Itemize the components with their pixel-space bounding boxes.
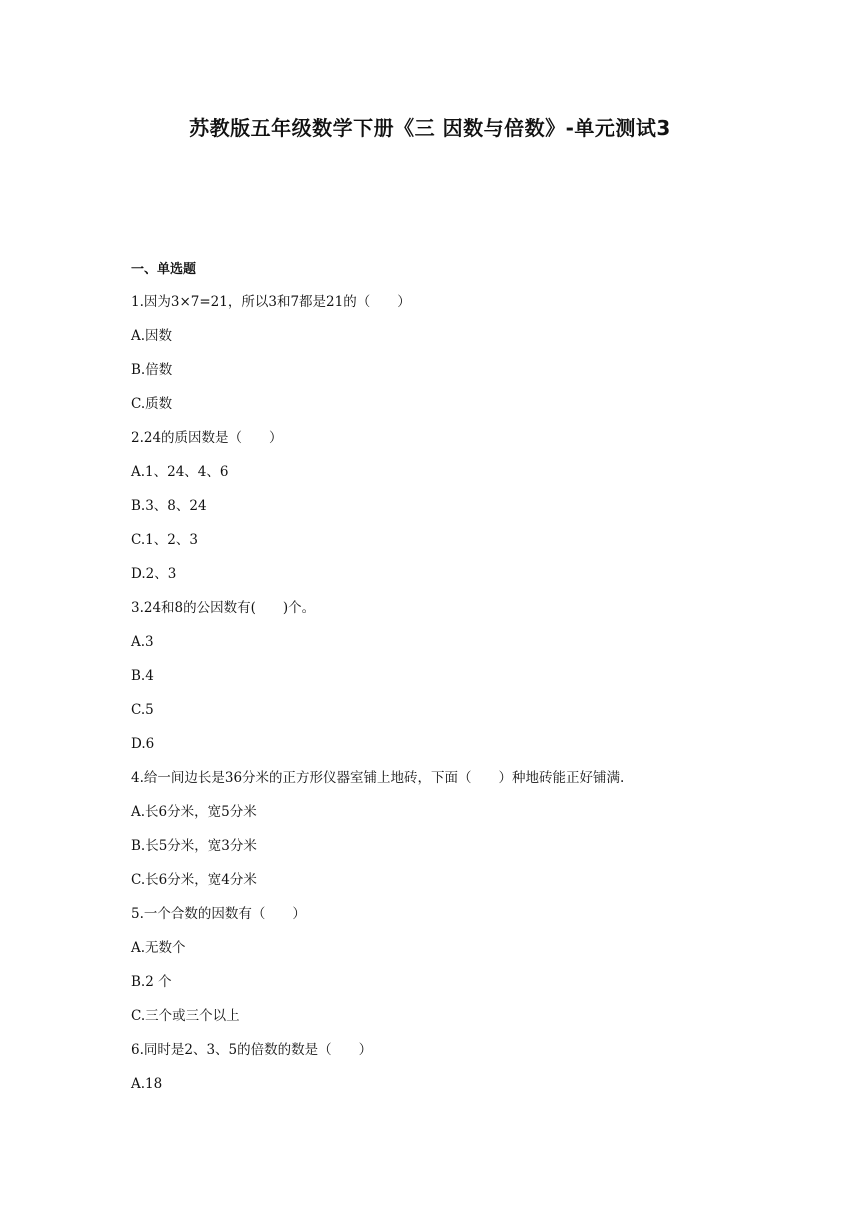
question-5: 5.一个合数的因数有（ ） xyxy=(131,906,306,922)
question-1: 1.因为3×7=21，所以3和7都是21的（ ） xyxy=(131,294,411,310)
question-3-option-c: C.5 xyxy=(131,702,154,718)
question-2: 2.24的质因数是（ ） xyxy=(131,430,283,446)
document-title: 苏教版五年级数学下册《三 因数与倍数》-单元测试3 xyxy=(189,116,671,140)
question-1-option-a: A.因数 xyxy=(131,328,173,344)
question-4: 4.给一间边长是36分米的正方形仪器室铺上地砖，下面（ ）种地砖能正好铺满. xyxy=(131,770,625,786)
question-1-option-b: B.倍数 xyxy=(131,362,173,378)
question-6-option-a: A.18 xyxy=(131,1076,163,1092)
question-5-option-a: A.无数个 xyxy=(131,940,186,956)
question-5-option-b: B.2 个 xyxy=(131,974,172,990)
question-1-option-c: C.质数 xyxy=(131,396,173,412)
question-4-option-b: B.长5分米，宽3分米 xyxy=(131,838,257,854)
question-4-option-c: C.长6分米，宽4分米 xyxy=(131,872,257,888)
question-3: 3.24和8的公因数有( )个。 xyxy=(131,600,316,616)
question-3-option-b: B.4 xyxy=(131,668,154,684)
question-2-option-c: C.1、2、3 xyxy=(131,532,198,548)
question-6: 6.同时是2、3、5的倍数的数是（ ） xyxy=(131,1042,373,1058)
question-2-option-d: D.2、3 xyxy=(131,566,177,582)
question-list xyxy=(131,292,751,1108)
question-5-option-c: C.三个或三个以上 xyxy=(131,1008,240,1024)
question-4-option-a: A.长6分米，宽5分米 xyxy=(131,804,257,820)
question-3-option-a: A.3 xyxy=(131,634,154,650)
question-3-option-d: D.6 xyxy=(131,736,155,752)
question-2-option-a: A.1、24、4、6 xyxy=(131,464,229,480)
question-2-option-b: B.3、8、24 xyxy=(131,498,207,514)
section-heading-single-choice: 一、单选题 xyxy=(131,262,197,277)
